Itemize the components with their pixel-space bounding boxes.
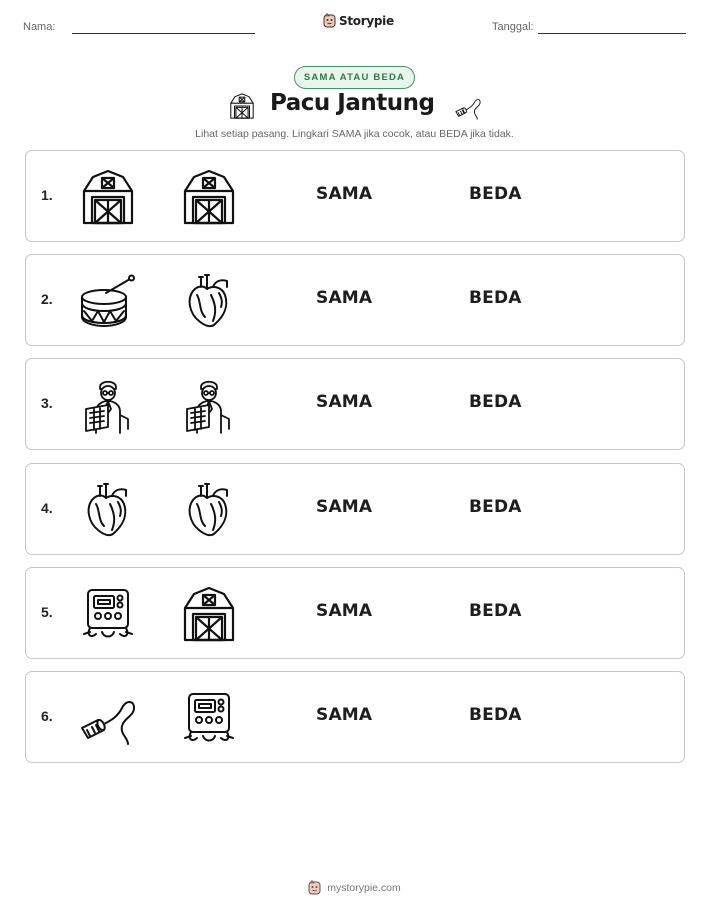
storypie-logo-icon [323, 13, 336, 28]
footer [0, 880, 709, 895]
row-number: 1. [41, 187, 53, 203]
pair-row [25, 358, 685, 450]
row-number: 2. [41, 291, 53, 308]
barn-icon [179, 584, 239, 644]
heart-icon [179, 480, 239, 540]
pair-row [25, 671, 685, 763]
different-option[interactable]: BEDA [469, 392, 522, 413]
different-option[interactable]: BEDA [469, 600, 522, 621]
activity-badge: SAMA ATAU BEDA [294, 66, 415, 89]
doctor-icon [78, 375, 138, 435]
pair-row [25, 150, 685, 242]
jump-rope-icon [450, 93, 486, 121]
same-option[interactable]: SAMA [316, 600, 373, 621]
row-number: 5. [41, 603, 53, 620]
barn-icon [228, 91, 256, 121]
worksheet-header [0, 0, 709, 50]
page-title: Pacu Jantung [270, 90, 435, 116]
same-option[interactable]: SAMA [316, 392, 373, 413]
brand-name: Storypie [339, 13, 394, 28]
doctor-icon [179, 375, 239, 435]
row-number: 3. [41, 395, 53, 412]
name-line[interactable] [72, 33, 255, 34]
heart-icon [78, 480, 138, 540]
different-option[interactable]: BEDA [469, 184, 522, 204]
different-option[interactable]: BEDA [469, 496, 522, 517]
date-label: Tanggal: [492, 21, 534, 33]
defibrillator-icon [179, 688, 239, 748]
brand [323, 13, 394, 28]
drum-icon [78, 271, 138, 331]
same-option[interactable]: SAMA [316, 184, 373, 204]
name-label: Nama: [23, 21, 56, 33]
instructions: Lihat setiap pasang. Lingkari SAMA jika cocok, atau BEDA jika tidak. [195, 128, 514, 140]
storypie-logo-icon [308, 880, 321, 895]
title-row [0, 90, 709, 126]
date-line[interactable] [538, 33, 686, 34]
same-option[interactable]: SAMA [316, 288, 373, 309]
different-option[interactable]: BEDA [469, 288, 522, 309]
footer-url[interactable]: mystorypie.com [327, 881, 401, 894]
jump-rope-icon [78, 688, 138, 748]
pair-row [25, 463, 685, 555]
different-option[interactable]: BEDA [469, 705, 522, 725]
same-option[interactable]: SAMA [316, 496, 373, 517]
same-option[interactable]: SAMA [316, 705, 373, 725]
pair-row [25, 567, 685, 659]
barn-icon [78, 167, 138, 227]
defibrillator-icon [78, 584, 138, 644]
barn-icon [179, 167, 239, 227]
heart-icon [179, 271, 239, 331]
row-number: 6. [41, 708, 53, 724]
row-number: 4. [41, 499, 53, 516]
pair-row [25, 254, 685, 346]
